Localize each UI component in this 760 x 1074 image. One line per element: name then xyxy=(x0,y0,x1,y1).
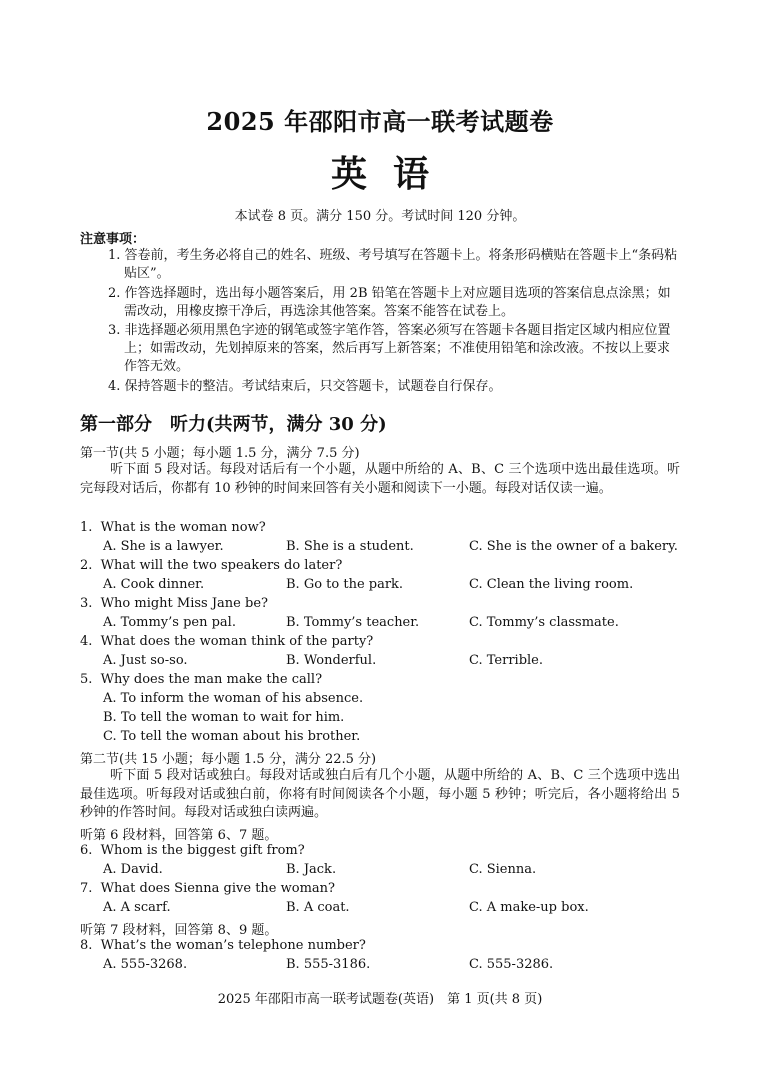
option-c: C. A make-up box. xyxy=(469,900,589,915)
option-b: B. To tell the woman to wait for him. xyxy=(103,710,345,725)
option-c: C. Sienna. xyxy=(469,862,537,877)
option-b: B. Wonderful. xyxy=(286,653,377,668)
option-a: A. To inform the woman of his absence. xyxy=(103,691,364,706)
option-a: A. Cook dinner. xyxy=(103,577,205,592)
question-5: 5. Why does the man make the call? xyxy=(80,672,323,687)
note-item: 1. 答卷前，考生务必将自己的姓名、班级、考号填写在答题卡上。将条形码横贴在答题卡上“条码粘贴区”。 xyxy=(108,248,678,281)
option-c: C. Terrible. xyxy=(469,653,543,668)
note-item: 3. 非选择题必须用黑色字迹的钢笔或签字笔作答，答案必须写在答题卡各题目指定区域内相应位置上；如需改动，先划掉原来的答案，然后再写上新答案；不准使用铅笔和涂改液。不按以上要求作答无效。 xyxy=(108,323,671,374)
page-footer: 2025 年邵阳市高一联考试题卷(英语) 第 1 页(共 8 页) xyxy=(217,992,543,1007)
option-b: B. A coat. xyxy=(286,900,350,915)
notes-heading: 注意事项： xyxy=(80,232,146,247)
note-item: 4. 保持答题卡的整洁。考试结束后，只交答题卡，试题卷自行保存。 xyxy=(108,379,502,394)
option-a: A. 555-3268. xyxy=(103,957,188,972)
option-c: C. 555-3286. xyxy=(469,957,554,972)
option-a: A. Tommy’s pen pal. xyxy=(103,615,236,630)
exam-info: 本试卷 8 页。满分 150 分。考试时间 120 分钟。 xyxy=(234,209,526,224)
option-a: A. A scarf. xyxy=(103,900,171,915)
material-6-label: 听第 6 段材料，回答第 6、7 题。 xyxy=(80,828,278,843)
subject-title: 英语 xyxy=(330,153,455,195)
question-4: 4. What does the woman think of the party? xyxy=(80,634,374,649)
question-6: 6. Whom is the biggest gift from? xyxy=(80,843,305,858)
question-7: 7. What does Sienna give the woman? xyxy=(80,881,335,896)
option-a: A. She is a lawyer. xyxy=(103,539,224,554)
section2-heading: 第二节(共 15 小题；每小题 1.5 分，满分 22.5 分) xyxy=(80,752,377,767)
question-2: 2. What will the two speakers do later? xyxy=(80,558,343,573)
section2-instructions: 听下面 5 段对话或独白。每段对话或独白后有几个小题，从题中所给的 A、B、C 三个选项中选出最佳选项。听每段对话或独白前，你将有时间阅读各个小题，每小题 5 秒钟；听完后，各小题将给出 5 秒钟的作答时间。每段对话或独白读两遍。 xyxy=(80,768,680,821)
section1-heading: 第一节(共 5 小题；每小题 1.5 分，满分 7.5 分) xyxy=(80,446,360,461)
option-a: A. David. xyxy=(103,862,163,877)
option-c: C. To tell the woman about his brother. xyxy=(103,729,361,744)
material-7-label: 听第 7 段材料，回答第 8、9 题。 xyxy=(80,923,278,938)
exam-title: 2025 年邵阳市高一联考试题卷 xyxy=(206,107,554,136)
option-c: C. Clean the living room. xyxy=(469,577,634,592)
option-b: B. Tommy’s teacher. xyxy=(286,615,420,630)
option-b: B. Jack. xyxy=(286,862,337,877)
question-8: 8. What’s the woman’s telephone number? xyxy=(80,938,366,953)
section1-instructions: 听下面 5 段对话。每段对话后有一个小题，从题中所给的 A、B、C 三个选项中选出最佳选项。听完每段对话后，你都有 10 秒钟的时间来回答有关小题和阅读下一小题。每段对话仅读一遍。 xyxy=(80,462,680,496)
part1-heading: 第一部分 听力(共两节，满分 30 分) xyxy=(80,414,387,435)
question-1: 1. What is the woman now? xyxy=(80,520,266,535)
question-3: 3. Who might Miss Jane be? xyxy=(80,596,268,611)
option-b: B. Go to the park. xyxy=(286,577,404,592)
option-c: C. She is the owner of a bakery. xyxy=(469,539,678,554)
option-c: C. Tommy’s classmate. xyxy=(469,615,619,630)
option-b: B. 555-3186. xyxy=(286,957,371,972)
note-item: 2. 作答选择题时，选出每小题答案后，用 2B 铅笔在答题卡上对应题目选项的答案信息点涂黑；如需改动，用橡皮擦干净后，再选涂其他答案。答案不能答在试卷上。 xyxy=(108,286,671,319)
option-a: A. Just so-so. xyxy=(103,653,188,668)
option-b: B. She is a student. xyxy=(286,539,414,554)
